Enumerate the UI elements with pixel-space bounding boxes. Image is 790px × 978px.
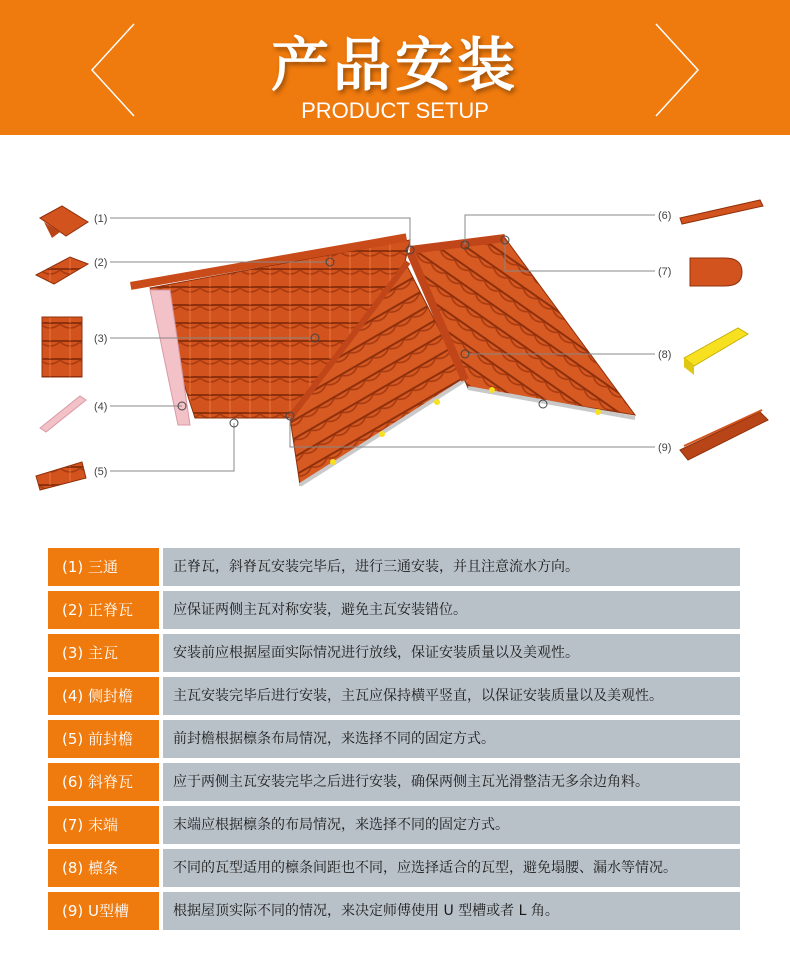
main-tile-thumbnail	[42, 317, 82, 377]
table-row	[48, 849, 740, 887]
callout-1: (1)	[94, 213, 108, 225]
page-title: 产品安装	[270, 31, 519, 99]
table-row	[48, 806, 740, 844]
step-label: (4) 侧封檐	[48, 677, 159, 715]
step-description: 根据屋顶实际不同的情况，来决定师傅使用 U 型槽或者 L 角。	[163, 892, 740, 930]
step-label: (3) 主瓦	[48, 634, 159, 672]
batten-thumbnail	[684, 328, 748, 375]
table-row	[48, 763, 740, 801]
table-row	[48, 892, 740, 930]
table-row	[48, 720, 740, 758]
step-label: (6) 斜脊瓦	[48, 763, 159, 801]
tee-piece-thumbnail	[40, 206, 88, 238]
callout-2: (2)	[94, 257, 108, 269]
ridge-tile-thumbnail	[36, 257, 88, 284]
side-fascia-thumbnail	[40, 396, 86, 432]
table-row	[48, 677, 740, 715]
step-description: 应保证两侧主瓦对称安装，避免主瓦安装错位。	[163, 591, 740, 629]
callout-7: (7)	[658, 266, 672, 278]
header-banner	[0, 0, 790, 135]
step-label: (9) U型槽	[48, 892, 159, 930]
step-description: 安装前应根据屋面实际情况进行放线，保证安装质量以及美观性。	[163, 634, 740, 672]
hip-ridge-thumbnail	[680, 200, 763, 224]
step-description: 正脊瓦，斜脊瓦安装完毕后，进行三通安装，并且注意流水方向。	[163, 548, 740, 586]
callout-3: (3)	[94, 333, 108, 345]
step-description: 前封檐根据檩条布局情况，来选择不同的固定方式。	[163, 720, 740, 758]
callout-4: (4)	[94, 401, 108, 413]
front-fascia-thumbnail	[36, 462, 86, 490]
step-description: 不同的瓦型适用的檩条间距也不同，应选择适合的瓦型，避免塌腰、漏水等情况。	[163, 849, 740, 887]
callout-9: (9)	[658, 442, 672, 454]
step-label: (1) 三通	[48, 548, 159, 586]
step-description: 应于两侧主瓦安装完毕之后进行安装，确保两侧主瓦光滑整洁无多余边角料。	[163, 763, 740, 801]
step-label: (2) 正脊瓦	[48, 591, 159, 629]
step-description: 主瓦安装完毕后进行安装，主瓦应保持横平竖直，以保证安装质量以及美观性。	[163, 677, 740, 715]
u-channel-thumbnail	[680, 410, 768, 460]
table-row	[48, 634, 740, 672]
callout-5: (5)	[94, 466, 108, 478]
callout-6: (6)	[658, 210, 672, 222]
roof-diagram	[0, 135, 790, 545]
step-label: (8) 檩条	[48, 849, 159, 887]
callout-8: (8)	[658, 349, 672, 361]
table-row	[48, 591, 740, 629]
step-label: (5) 前封檐	[48, 720, 159, 758]
table-row	[48, 548, 740, 586]
step-description: 末端应根据檩条的布局情况，来选择不同的固定方式。	[163, 806, 740, 844]
step-label: (7) 末端	[48, 806, 159, 844]
page-subtitle: PRODUCT SETUP	[301, 98, 489, 123]
end-cap-thumbnail	[690, 258, 742, 286]
